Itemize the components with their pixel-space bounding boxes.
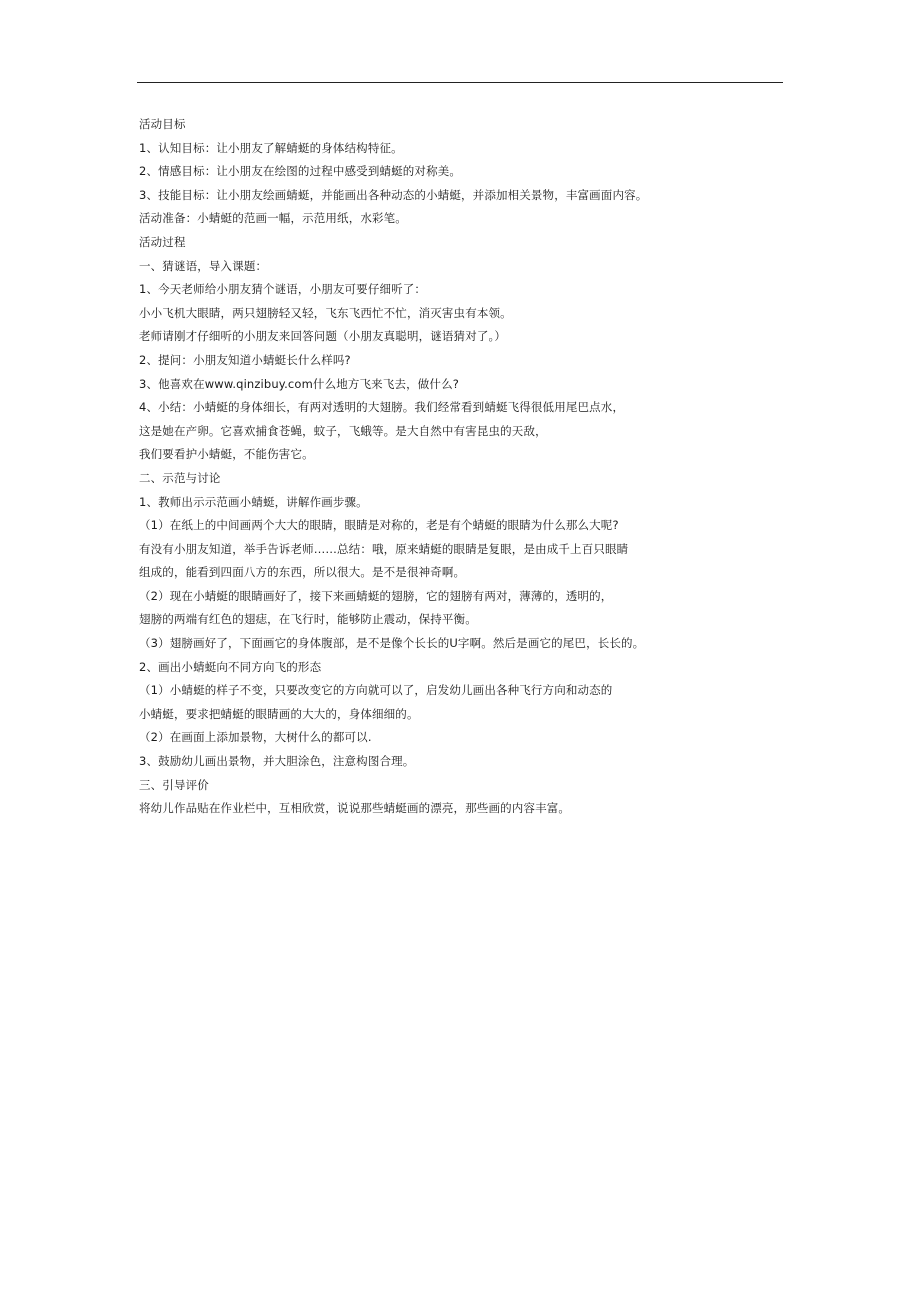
text-line: 3、他喜欢在www.qinzibuy.com什么地方飞来飞去，做什么?	[139, 376, 459, 391]
text-line: （3）翅膀画好了，下面画它的身体腹部，是不是像个长长的U字啊。然后是画它的尾巴，长长的。	[139, 636, 645, 651]
text-line: （1）在纸上的中间画两个大大的眼睛，眼睛是对称的，老是有个蜻蜓的眼睛为什么那么大呢?	[139, 518, 619, 533]
text-line: 这是她在产卵。它喜欢捕食苍蝇，蚊子，飞蛾等。是大自然中有害昆虫的天敌，	[139, 423, 547, 438]
text-line: （2）在画面上添加景物，大树什么的都可以.	[139, 730, 372, 745]
subsection-heading: 二、示范与讨论	[139, 470, 221, 485]
text-line: 2、画出小蜻蜓向不同方向飞的形态	[139, 659, 322, 674]
text-line: 1、教师出示示范画小蜻蜓，讲解作画步骤。	[139, 494, 368, 509]
section-heading-process: 活动过程	[139, 234, 186, 249]
text-line: 1、认知目标：让小朋友了解蜻蜓的身体结构特征。	[139, 140, 403, 155]
document-body	[139, 113, 789, 821]
subsection-heading: 三、引导评价	[139, 777, 209, 792]
header-rule	[137, 82, 783, 83]
text-line: 活动准备：小蜻蜓的范画一幅，示范用纸，水彩笔。	[139, 211, 407, 226]
text-line: 翅膀的两端有红色的翅痣，在飞行时，能够防止震动，保持平衡。	[139, 612, 477, 627]
section-heading-goals: 活动目标	[139, 117, 186, 131]
text-line: 2、情感目标：让小朋友在绘图的过程中感受到蜻蜓的对称美。	[139, 164, 462, 179]
text-line: 1、今天老师给小朋友猜个谜语，小朋友可要仔细听了：	[139, 282, 427, 297]
text-line: 小蜻蜓，要求把蜻蜓的眼睛画的大大的，身体细细的。	[139, 706, 419, 721]
text-line: 有没有小朋友知道，举手告诉老师……总结：哦，原来蜻蜓的眼睛是复眼，是由成千上百只眼睛	[139, 541, 629, 556]
text-line: 将幼儿作品贴在作业栏中，互相欣赏，说说那些蜻蜓画的漂亮，那些画的内容丰富。	[139, 801, 571, 816]
text-line: 组成的，能看到四面八方的东西，所以很大。是不是很神奇啊。	[139, 565, 466, 580]
subsection-heading: 一、猜谜语，导入课题：	[139, 258, 268, 273]
text-line: 2、提问：小朋友知道小蜻蜓长什么样吗?	[139, 352, 351, 367]
text-line: （2）现在小蜻蜓的眼睛画好了，接下来画蜻蜓的翅膀，它的翅膀有两对，薄薄的，透明的，	[139, 588, 613, 603]
text-line: 3、技能目标：让小朋友绘画蜻蜓，并能画出各种动态的小蜻蜓，并添加相关景物，丰富画面内容。	[139, 187, 648, 202]
riddle-line: 小小飞机大眼睛，两只翅膀轻又轻，飞东飞西忙不忙，消灭害虫有本领。	[139, 305, 512, 320]
text-line: （1）小蜻蜓的样子不变，只要改变它的方向就可以了，启发幼儿画出各种飞行方向和动态的	[139, 683, 613, 698]
text-line: 4、小结：小蜻蜓的身体细长，有两对透明的大翅膀。我们经常看到蜻蜓飞得很低用尾巴点水，	[139, 400, 625, 415]
text-line: 我们要看护小蜻蜓，不能伤害它。	[139, 447, 314, 462]
text-line: 老师请刚才仔细听的小朋友来回答问题（小朋友真聪明，谜语猜对了。）	[139, 329, 507, 344]
text-line: 3、鼓励幼儿画出景物，并大胆涂色，注意构图合理。	[139, 754, 415, 769]
